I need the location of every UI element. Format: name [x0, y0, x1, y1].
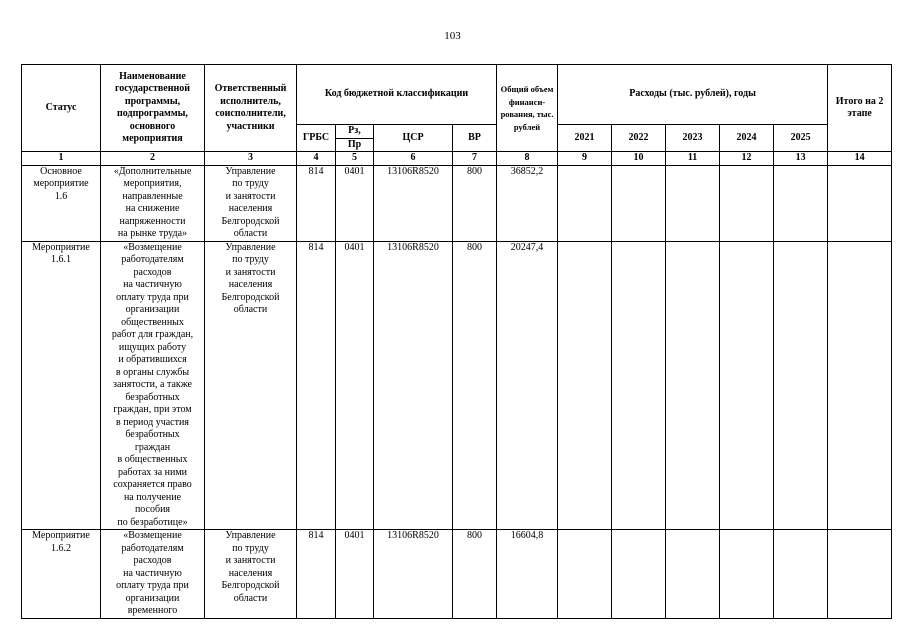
- header-vr: ВР: [453, 125, 497, 152]
- header-expenses: Расходы (тыс. рублей), годы: [558, 65, 828, 125]
- row-2023: [666, 165, 720, 241]
- row-vr: 800: [453, 530, 497, 619]
- column-number: 5: [336, 152, 374, 166]
- header-budget-code: Код бюджетной классификации: [297, 65, 497, 125]
- row-total-stage: [828, 165, 892, 241]
- row-name: «Дополнительные мероприятия, направленные на снижение напряженности на рынке труда»: [101, 165, 205, 241]
- row-total: 36852,2: [497, 165, 558, 241]
- row-rzpr: 0401: [336, 241, 374, 530]
- row-total: 16604,8: [497, 530, 558, 619]
- column-number: 14: [828, 152, 892, 166]
- table-row: [22, 241, 892, 530]
- column-number: 9: [558, 152, 612, 166]
- table-row: [22, 530, 892, 619]
- row-2022: [612, 530, 666, 619]
- column-number: 11: [666, 152, 720, 166]
- header-pr: Пр: [347, 138, 362, 150]
- row-csr: 13106R8520: [374, 530, 453, 619]
- column-numbers-row: [22, 152, 892, 166]
- header-total-stage: Итого на 2 этапе: [828, 65, 892, 152]
- row-csr: 13106R8520: [374, 165, 453, 241]
- header-year-2021: 2021: [558, 125, 612, 152]
- header-rzpr: [336, 125, 374, 152]
- row-responsible: Управление по труду и занятости населения Белгородской области: [205, 165, 297, 241]
- column-number: 3: [205, 152, 297, 166]
- header-grbs: ГРБС: [297, 125, 336, 152]
- column-number: 4: [297, 152, 336, 166]
- row-2021: [558, 530, 612, 619]
- header-year-2024: 2024: [720, 125, 774, 152]
- row-total: 20247,4: [497, 241, 558, 530]
- row-csr: 13106R8520: [374, 241, 453, 530]
- header-status: Статус: [22, 65, 101, 152]
- row-vr: 800: [453, 241, 497, 530]
- row-name: «Возмещение работодателям расходов на частичную оплату труда при организации временного: [101, 530, 205, 619]
- budget-table: [21, 64, 892, 619]
- row-2023: [666, 241, 720, 530]
- column-number: 6: [374, 152, 453, 166]
- table-header: [22, 65, 892, 166]
- row-2024: [720, 165, 774, 241]
- row-2022: [612, 165, 666, 241]
- header-csr: ЦСР: [374, 125, 453, 152]
- row-2025: [774, 165, 828, 241]
- row-total-stage: [828, 530, 892, 619]
- table-row: [22, 165, 892, 241]
- column-number: 7: [453, 152, 497, 166]
- row-2024: [720, 241, 774, 530]
- row-2025: [774, 530, 828, 619]
- header-total-funding: Общий объем финанси-рования, тыс. рублей: [497, 65, 558, 152]
- row-2025: [774, 241, 828, 530]
- page-number: 103: [444, 30, 461, 42]
- row-2023: [666, 530, 720, 619]
- header-responsible: Ответственный исполнитель, соисполнители, участники: [205, 65, 297, 152]
- header-rz: Рз,: [336, 125, 373, 139]
- row-2024: [720, 530, 774, 619]
- row-grbs: 814: [297, 241, 336, 530]
- row-grbs: 814: [297, 165, 336, 241]
- header-year-2023: 2023: [666, 125, 720, 152]
- row-2021: [558, 241, 612, 530]
- column-number: 2: [101, 152, 205, 166]
- row-status: Мероприятие 1.6.2: [22, 530, 101, 619]
- row-total-stage: [828, 241, 892, 530]
- row-status: Основное мероприятие 1.6: [22, 165, 101, 241]
- header-year-2022: 2022: [612, 125, 666, 152]
- row-vr: 800: [453, 165, 497, 241]
- row-2022: [612, 241, 666, 530]
- row-responsible: Управление по труду и занятости населения Белгородской области: [205, 530, 297, 619]
- row-responsible: Управление по труду и занятости населения Белгородской области: [205, 241, 297, 530]
- header-year-2025: 2025: [774, 125, 828, 152]
- row-rzpr: 0401: [336, 530, 374, 619]
- row-rzpr: 0401: [336, 165, 374, 241]
- row-name: «Возмещение работодателям расходов на частичную оплату труда при организации общественных работ для граждан, ищущих работу и обратившихся в органы службы занятости, а также безработных граждан, при этом в период участия безработных граждан в общественных работах за ними сохраняется право на получение пособия по безработице»: [101, 241, 205, 530]
- row-grbs: 814: [297, 530, 336, 619]
- column-number: 1: [22, 152, 101, 166]
- column-number: 10: [612, 152, 666, 166]
- header-program-name: Наименование государственной программы, подпрограммы, основного мероприятия: [101, 65, 205, 152]
- row-2021: [558, 165, 612, 241]
- column-number: 12: [720, 152, 774, 166]
- row-status: Мероприятие 1.6.1: [22, 241, 101, 530]
- column-number: 13: [774, 152, 828, 166]
- column-number: 8: [497, 152, 558, 166]
